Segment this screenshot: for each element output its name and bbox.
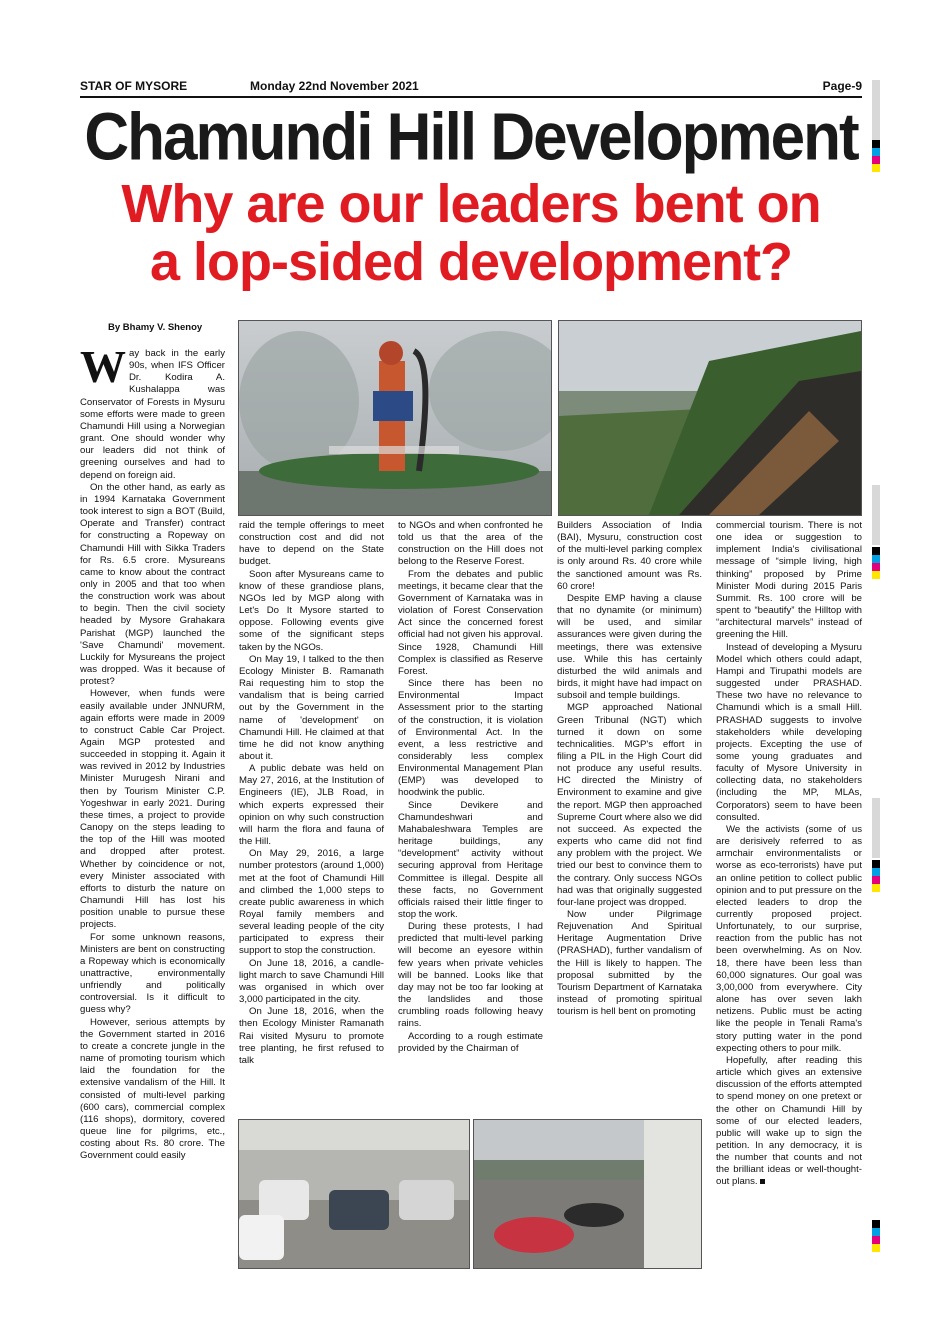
magenta-mark bbox=[872, 1236, 880, 1244]
color-registration-marks bbox=[872, 140, 880, 172]
article-column-4 bbox=[557, 520, 702, 1018]
magenta-mark bbox=[872, 156, 880, 164]
margin-bar bbox=[872, 798, 880, 858]
paragraph: From the debates and public meetings, it became clear that the Government of Karnataka was in violation of Forest Conservation Act since the concerned forest official had not given his approval. Since 1928, Chamundi Hill Complex is classified as Reserve Forest. bbox=[398, 568, 543, 677]
paragraph-text: ay back in the early 90s, when IFS Officer Dr. Kodira A. Kushalappa was Conservator of Forests in Mysuru some efforts were made to green Chamundi Hill using a Norwegian grant. One should wonder why our leaders did not think of greening ourselves and had to depend on foreign aid. bbox=[80, 348, 225, 481]
page-header bbox=[80, 79, 862, 95]
newspaper-name: STAR OF MYSORE bbox=[80, 79, 188, 93]
landslide-illustration bbox=[559, 321, 861, 515]
paragraph: Builders Association of India (BAI), Mysuru, construction cost of the multi-level parking complex is only around Rs. 40 crore while the sanctioned amount was Rs. 60 crore! bbox=[557, 520, 702, 592]
byline: By Bhamy V. Shenoy bbox=[108, 322, 203, 333]
paragraph: Since Devikere and Chamundeshwari and Mahabaleshwara Temples are heritage buildings, any “development” activity without securing approval from Heritage Committee is illegal. Despite all these facts, no Government officials raised their little finger to stop the work. bbox=[398, 799, 543, 920]
paragraph: raid the temple offerings to meet construction cost and did not have to depend on the State budget. bbox=[239, 520, 384, 568]
color-registration-marks bbox=[872, 860, 880, 892]
subheadline-line-2: a lop-sided development? bbox=[149, 232, 793, 292]
black-mark bbox=[872, 1220, 880, 1228]
paragraph: During these protests, I had predicted that multi-level parking will become an eyesore within few years when private vehicles will be banned. Looks like that day may not be too far looking at the landslides and those crumbling roads following heavy rains. bbox=[398, 921, 543, 1030]
paragraph: However, serious attempts by the Government started in 2016 to create a concrete jungle in the name of promoting tourism which laid the foundation for the extensive vandalism of the Hill. It consisted of multi-level parking (600 cars), commercial complex (116 shops), dormitory, covered queue line for pilgrims, etc., costing about Rs. 80 crore. The Government could easily bbox=[80, 1016, 225, 1162]
article-column-3 bbox=[398, 520, 543, 1055]
paragraph: On May 29, 2016, a large number protestors (around 1,000) met at the foot of Chamundi Hill and climbed the 1,000 steps to create public awareness in which Royal family members and several leading people of the city participated to express their support to stop the construction. bbox=[239, 848, 384, 957]
paragraph: A public debate was held on May 27, 2016, at the Institution of Engineers (IE), JLB Road, in which experts expressed their opinion on why such construction will harm the flora and fauna of the Hill. bbox=[239, 763, 384, 848]
paragraph: On June 18, 2016, when the then Ecology Minister Ramanath Rai visited Mysuru to promote tree planting, he first refused to talk bbox=[239, 1006, 384, 1066]
paragraph-text: Hopefully, after reading this article which gives an extensive discussion of the efforts attempted to spend money on one pretext or the other on Chamundi Hill by some of our elected leaders, public will wake up to sign the petition. In any democracy, it is the number that counts and not the brilliant ideas or well-thought- out plans. bbox=[716, 1054, 862, 1188]
paragraph: to NGOs and when confronted he told us that the area of the construction on the Hill does not belong to the Reserve Forest. bbox=[398, 520, 543, 568]
paragraph: commercial tourism. There is not one idea or suggestion to implement India's civilisational message of “simple living, high thinking” proposed by Prime Minister Modi during 2015 Paris Summit. Rs. 100 crore will be spent to “beautify” the Hilltop with “architectural marvels” instead of greening the Hill. bbox=[716, 520, 862, 641]
yellow-mark bbox=[872, 1244, 880, 1252]
photo-multilevel-parking bbox=[238, 1119, 470, 1269]
end-of-article-mark bbox=[760, 1179, 765, 1184]
drop-cap: W bbox=[80, 341, 126, 392]
headline: Chamundi Hill Development bbox=[84, 100, 858, 175]
paragraph: Soon after Mysureans came to know of these grandiose plans, NGOs led by MGP along with Let's Do It Mysore started to oppose. Following events give some of the significant steps taken by the NGOs. bbox=[239, 568, 384, 653]
margin-bar bbox=[872, 80, 880, 140]
statue-illustration bbox=[239, 321, 551, 515]
magenta-mark bbox=[872, 876, 880, 884]
paragraph: We the activists (some of us are derisively referred to as armchair environmentalists or worse as eco-terrorists) have put an online petition to collect public opinion and to put pressure on the elected leaders to drop the currently proposed project. Unfortunately, to our surprise, reaction from the public has not been overwhelming. As on Nov. 18, there have been less than 60,000 signatures. Our goal was 3,00,000 from everywhere. City alone has over seven lakh netizens. Public must be acting like the people in Tenali Rama's story putting water in the pond expecting others to pour milk. bbox=[716, 823, 862, 1054]
photo-landslide-road bbox=[558, 320, 862, 516]
paragraph: On June 18, 2016, a candle-light march to save Chamundi Hill was organised in which over 3,000 participated in the city. bbox=[239, 957, 384, 1006]
subheadline bbox=[80, 175, 862, 291]
photo-mahishasura-statue bbox=[238, 320, 552, 516]
cyan-mark bbox=[872, 148, 880, 156]
yellow-mark bbox=[872, 884, 880, 892]
paragraph: Since there has been no Environmental Impact Assessment prior to the starting of the construction, it is violation of Environmental Act. In the event, a less restrictive and considerably less complex Environmental Management Plan (EMP) was developed to hoodwink the public. bbox=[398, 678, 543, 799]
page-number: Page-9 bbox=[822, 79, 862, 93]
paragraph bbox=[80, 341, 225, 482]
article-column-1 bbox=[80, 341, 225, 1162]
paragraph bbox=[716, 1055, 862, 1189]
issue-date: Monday 22nd November 2021 bbox=[250, 79, 419, 93]
paragraph: On May 19, I talked to the then Ecology Minister B. Ramanath Rai requesting him to stop the vandalism that is being carried out by the Government in the name of 'development' on Chamundi Hill. He claimed at that time he did not know anything about it. bbox=[239, 653, 384, 762]
paragraph: Instead of developing a Mysuru Model which others could adapt, Hampi and Tirupathi models are suggested under PRASHAD. These two have no relevance to Chamundi which is a small Hill. PRASHAD suggests to involve stakeholders while developing projects. Excepting the use of some young graduates and faculty of Mysore University in collecting data, no stakeholders (including the MP, MLAs, Corporators) seem to have been consulted. bbox=[716, 641, 862, 823]
parking-illustration bbox=[239, 1120, 469, 1268]
magenta-mark bbox=[872, 563, 880, 571]
paragraph: For some unknown reasons, Ministers are bent on constructing a Ropeway which is economically unattractive, environmentally unfriendly and politically controversial. Is it difficult to guess why? bbox=[80, 931, 225, 1016]
cyan-mark bbox=[872, 868, 880, 876]
photo-hilltop-parking bbox=[473, 1119, 702, 1269]
paragraph: Now under Pilgrimage Rejuvenation And Spiritual Heritage Augmentation Drive (PRASHAD), further vandalism of the Hill is likely to happen. The proposal submitted by the Tourism Department of Karnataka instead of promoting spiritual tourism is hell bent on promoting bbox=[557, 909, 702, 1018]
subheadline-line-1: Why are our leaders bent on bbox=[121, 174, 821, 234]
color-registration-marks bbox=[872, 1220, 880, 1252]
yellow-mark bbox=[872, 164, 880, 172]
article-column-2 bbox=[239, 520, 384, 1067]
black-mark bbox=[872, 140, 880, 148]
yellow-mark bbox=[872, 571, 880, 579]
color-registration-marks bbox=[872, 547, 880, 579]
hilltop-illustration bbox=[474, 1120, 701, 1268]
margin-bar bbox=[872, 485, 880, 545]
header-rule bbox=[80, 96, 862, 98]
black-mark bbox=[872, 547, 880, 555]
article-column-5 bbox=[716, 520, 862, 1189]
black-mark bbox=[872, 860, 880, 868]
paragraph: Despite EMP having a clause that no dynamite (or minimum) will be used, and similar assurances were given during the meetings, there was extensive use. While this has certainly disturbed the wild animals and birds, it might have had impact on subsoil and temple buildings. bbox=[557, 592, 702, 702]
paragraph: On the other hand, as early as in 1994 Karnataka Government took interest to sign a BOT (Build, Operate and Transfer) contract for constructing a Ropeway on Chamundi Hill with Sikka Traders for Rs. 6.5 crore. Mysureans came to know about the contract only in 2005 and that too when the construction work was about to begin. Then the civil society headed by Mysore Grahakara Parishat (MGP) launched the 'Save Chamundi' movement. Luckily for Mysureans the project was dropped. Was it because of protest? bbox=[80, 481, 225, 688]
paragraph: According to a rough estimate provided by the Chairman of bbox=[398, 1030, 543, 1054]
cyan-mark bbox=[872, 1228, 880, 1236]
cyan-mark bbox=[872, 555, 880, 563]
paragraph: However, when funds were easily available under JNNURM, again efforts were made in 2009 to construct Cable Car Project. Again MGP protested and succeeded in stopping it. Again it was revived in 2012 by Industries Minister Murugesh Nirani and then by Tourism Minister C.P. Yogeshwar in early 2021. During these times, a project to provide Canopy on the steps leading to the top of the Hill was mooted and dropped after protest. Whether by coincidence or not, every Minister associated with efforts to disturb the nature on Chamundi Hill has lost his position unable to pursue these projects. bbox=[80, 688, 225, 931]
paragraph: MGP approached National Green Tribunal (NGT) which turned it down on some technicalities. MGP's effort in filing a PIL in the High Court did not produce any useful results. HC directed the Ministry of Environment to examine and give the report. MGP then approached Supreme Court where also we did not succeed. As expected the experts who came did not find any problem with the project. We tried our best to convince them to the contrary. Only success NGOs had was that originally suggested four-lane project was dropped. bbox=[557, 702, 702, 908]
